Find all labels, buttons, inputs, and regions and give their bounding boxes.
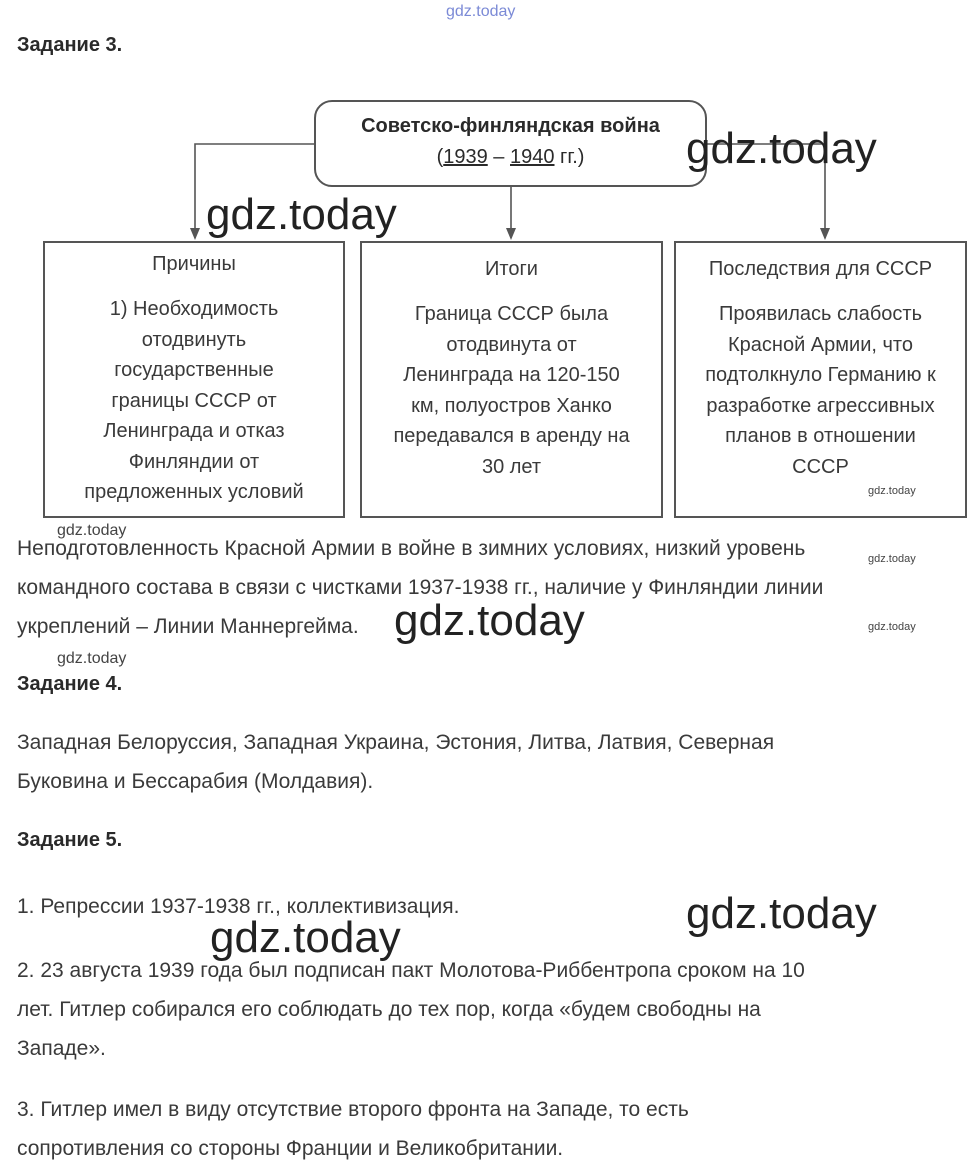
consequences-line: подтолкнуло Германию к bbox=[705, 364, 936, 386]
paragraph-line: 3. Гитлер имел в виду отсутствие второго фронта на Западе, то есть bbox=[17, 1098, 689, 1121]
paragraph-line: сопротивления со стороны Франции и Великобритании. bbox=[17, 1137, 564, 1160]
watermark: gdz.today bbox=[868, 553, 916, 565]
results-box bbox=[360, 241, 663, 518]
task5-item2 bbox=[17, 951, 805, 1068]
task3-heading: Задание 3. bbox=[17, 34, 123, 56]
watermark: gdz.today bbox=[206, 190, 397, 239]
consequences-line: планов в отношении bbox=[725, 425, 916, 447]
paragraph-line: укреплений – Линии Маннергейма. bbox=[17, 615, 359, 638]
causes-line: государственные bbox=[114, 359, 274, 381]
results-line: Ленинграда на 120-150 bbox=[403, 364, 620, 386]
watermark: gdz.today bbox=[868, 485, 916, 497]
causes-line: Финляндии от bbox=[128, 450, 260, 473]
causes-title: Причины bbox=[152, 253, 236, 275]
paragraph-line: 2. 23 августа 1939 года был подписан пакт Молотова-Риббентропа сроком на 10 bbox=[17, 959, 805, 982]
results-line: 30 лет bbox=[481, 455, 542, 478]
consequences-line: СССР bbox=[792, 455, 849, 478]
consequences-body bbox=[676, 299, 965, 482]
causes-line: границы СССР от bbox=[111, 389, 277, 412]
consequences-line: разработке агрессивных bbox=[706, 394, 935, 417]
consequences-line: Проявилась слабость bbox=[719, 303, 922, 325]
causes-box bbox=[43, 241, 345, 518]
causes-line: предложенных условий bbox=[84, 481, 304, 503]
paragraph-line: командного состава в связи с чистками 1937-1938 гг., наличие у Финляндии линии bbox=[17, 576, 824, 599]
results-line: км, полуостров Ханко bbox=[411, 394, 612, 417]
paragraph-line: Неподготовленность Красной Армии в войне в зимних условиях, низкий уровень bbox=[17, 537, 806, 560]
paragraph-line: лет. Гитлер собирался его соблюдать до тех пор, когда «будем свободны на bbox=[17, 998, 761, 1021]
watermark: gdz.today bbox=[57, 522, 127, 539]
causes-body bbox=[45, 294, 343, 508]
watermark: gdz.today bbox=[210, 913, 401, 962]
paren-open: ( bbox=[436, 146, 444, 168]
watermark: gdz.today bbox=[868, 621, 916, 633]
results-line: отодвинута от bbox=[446, 333, 577, 356]
consequences-line: Красной Армии, что bbox=[728, 333, 913, 356]
years-suffix: гг.) bbox=[554, 146, 585, 168]
war-title-box bbox=[314, 100, 707, 187]
task4-paragraph bbox=[17, 723, 774, 801]
causes-line: отодвинуть bbox=[141, 328, 247, 351]
watermark: gdz.today bbox=[394, 596, 585, 645]
consequences-title: Последствия для СССР bbox=[708, 258, 933, 280]
year-dash: – bbox=[487, 146, 510, 168]
results-line: передавался в аренду на bbox=[393, 425, 630, 447]
paragraph-line: Западная Белоруссия, Западная Украина, Эстония, Литва, Латвия, Северная bbox=[17, 731, 775, 754]
watermark: gdz.today bbox=[57, 650, 127, 667]
task5-item3 bbox=[17, 1090, 689, 1168]
watermark-top: gdz.today bbox=[446, 3, 516, 20]
consequences-box bbox=[674, 241, 967, 518]
watermark: gdz.today bbox=[686, 889, 877, 938]
task4-heading: Задание 4. bbox=[17, 673, 123, 695]
paragraph-line: Западе». bbox=[17, 1037, 106, 1060]
results-title: Итоги bbox=[485, 258, 538, 280]
watermark: gdz.today bbox=[686, 124, 877, 173]
year-end: 1940 bbox=[510, 146, 555, 168]
year-start: 1939 bbox=[443, 146, 488, 168]
task5-heading: Задание 5. bbox=[17, 829, 123, 851]
war-years bbox=[316, 146, 705, 169]
results-line: Граница СССР была bbox=[414, 303, 609, 325]
paragraph-line: 1. Репрессии 1937-1938 гг., коллективизация. bbox=[17, 895, 460, 918]
results-body bbox=[362, 299, 661, 482]
war-title: Советско-финляндская война bbox=[361, 115, 660, 137]
causes-line: 1) Необходимость bbox=[109, 298, 279, 320]
paragraph-line: Буковина и Бессарабия (Молдавия). bbox=[17, 770, 374, 793]
causes-line: Ленинграда и отказ bbox=[103, 420, 285, 442]
